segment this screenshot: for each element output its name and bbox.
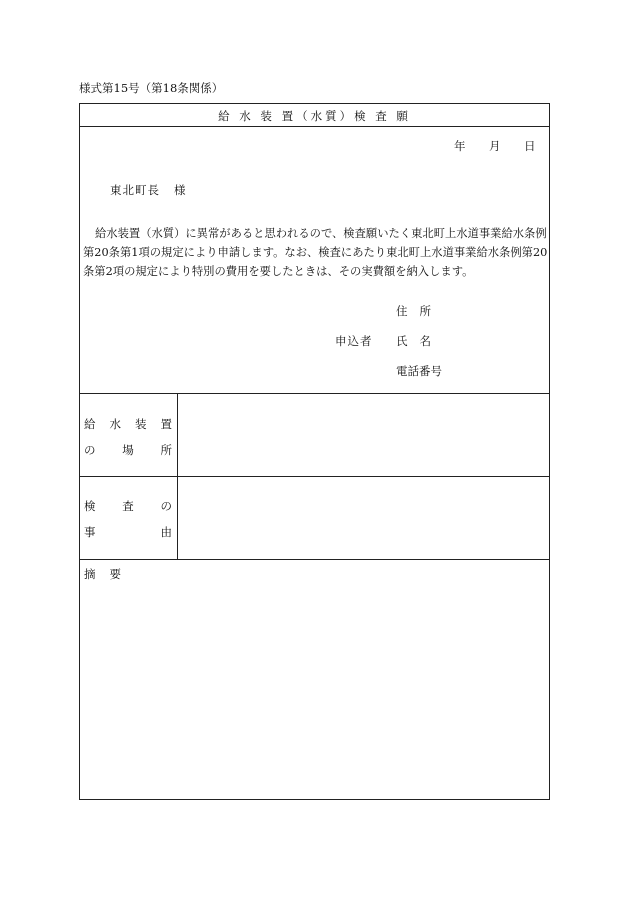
remarks-field[interactable]: [81, 584, 549, 798]
name-label: 氏 名: [396, 334, 431, 348]
title-divider: [80, 126, 549, 127]
addressee-honorific: 様: [174, 183, 187, 197]
addressee-name: 東北町長: [110, 183, 160, 197]
applicant-label: 申込者: [335, 334, 373, 348]
row-divider-remarks: [80, 559, 549, 560]
application-statement: 給水装置（水質）に異常があると思われるので、検査願いたく東北町上水道事業給水条例第20条第1項の規定により申請します。なお、検査にあたり東北町上水道事業給水条例第20条第2項の規定により特別の費用を要したときは、その実費額を納入します。: [83, 227, 548, 278]
phone-label: 電話番号: [396, 364, 442, 378]
form-title: 給 水 装 置（水質）検 査 願: [218, 109, 411, 123]
form-number: 様式第15号（第18条関係）: [79, 81, 224, 95]
address-label: 住 所: [396, 304, 431, 318]
date-month-label: 月: [489, 139, 501, 153]
remarks-label: 摘 要: [84, 567, 121, 581]
reason-field[interactable]: [179, 477, 549, 559]
application-form: 給 水 装 置（水質）検 査 願 年 月 日 東北町長 様 給水装置（水質）に異常があると思われるので、検査願いたく東北町上水道事業給水条例第20条第1項の規定により申請します。なお、検査にあたり東北町上水道事業給水条例第20条第2項の規定により特別の費用を要したときは、その実費額を納入します。 住 所 申込者 氏 名 電話番号 給 水 装 置 の 場 所 検 査 の 事 由 摘 要: [79, 103, 550, 800]
location-field[interactable]: [179, 394, 549, 476]
date-year-label: 年: [454, 139, 466, 153]
date-day-label: 日: [524, 139, 536, 153]
addressee: [110, 182, 187, 198]
